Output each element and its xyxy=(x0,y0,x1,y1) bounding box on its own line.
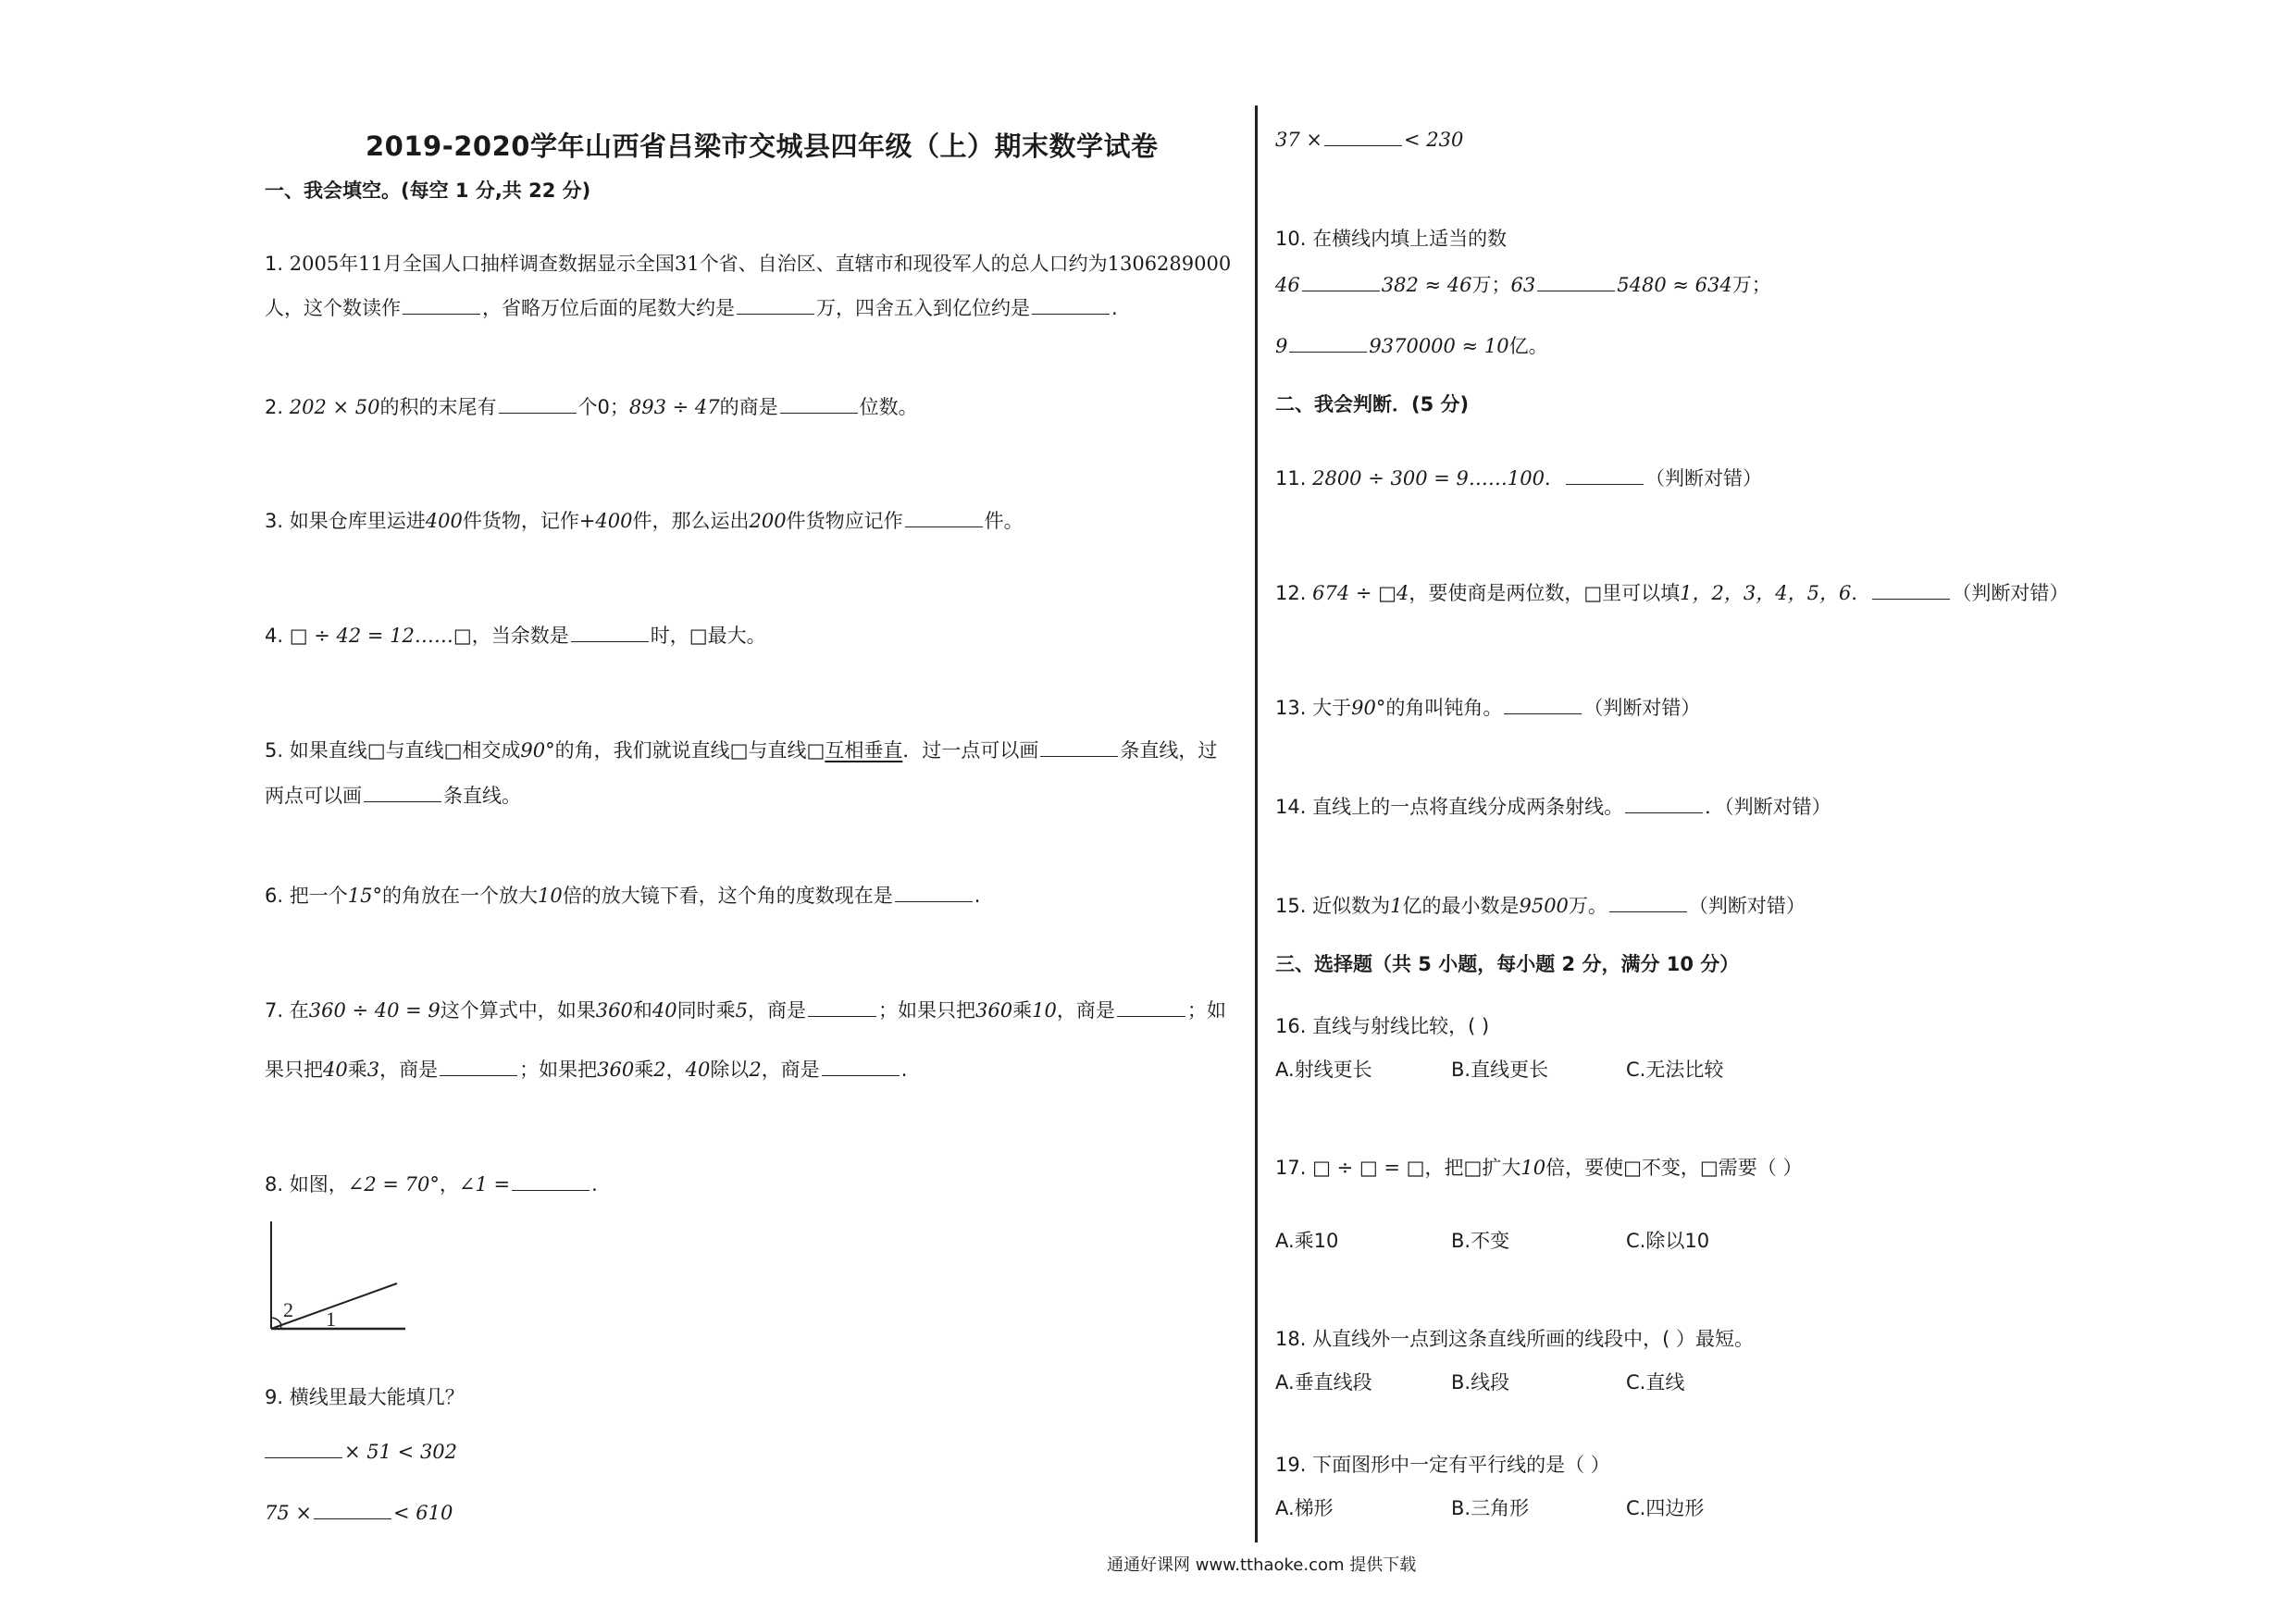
question-text: 下面图形中一定有平行线的是（ ） xyxy=(1312,1454,1610,1476)
question-text: ；如果把 xyxy=(519,1059,598,1081)
math-value: 40 xyxy=(685,1059,711,1081)
question-text: 件货物应记作 xyxy=(786,510,903,532)
math-expression: 893 ÷ 47 xyxy=(628,396,720,418)
answer-blank[interactable] xyxy=(571,623,649,642)
option-b[interactable]: B.不变 xyxy=(1451,1230,1510,1252)
question-text: ，当余数是 xyxy=(471,625,569,647)
option-b[interactable]: B.三角形 xyxy=(1451,1497,1530,1519)
answer-blank[interactable] xyxy=(1324,127,1402,146)
answer-blank[interactable] xyxy=(403,295,480,315)
math-value: 1 xyxy=(1390,895,1403,917)
math-value: 63 xyxy=(1510,274,1536,296)
math-value: 5 xyxy=(735,999,748,1022)
question-text: 件货物，记作 xyxy=(462,510,579,532)
question-text: 大于 xyxy=(1312,697,1352,719)
answer-blank[interactable] xyxy=(512,1171,590,1191)
answer-blank[interactable] xyxy=(808,997,876,1017)
question-text: 两点可以画 xyxy=(265,785,362,807)
question-number: 15. xyxy=(1275,895,1307,917)
answer-blank[interactable] xyxy=(1302,272,1380,291)
question-4 xyxy=(265,622,766,650)
question-text: 时，□最大。 xyxy=(650,625,766,647)
math-value: 2 xyxy=(749,1059,762,1081)
question-9-line-2 xyxy=(265,1499,453,1527)
question-number: 4. xyxy=(265,625,284,647)
math-value: +400 xyxy=(578,510,633,532)
math-expression: 382 ≈ 46 xyxy=(1381,274,1472,296)
question-text: 如图， xyxy=(289,1173,348,1196)
question-8 xyxy=(265,1171,598,1198)
question-text: ，把□扩大 xyxy=(1424,1157,1521,1179)
answer-blank[interactable] xyxy=(499,394,577,414)
question-10 xyxy=(1275,225,1507,253)
question-10-line-1 xyxy=(1275,271,1771,299)
question-text: 的商是 xyxy=(719,396,778,418)
math-expression: 2800 ÷ 300 = 9……100 xyxy=(1312,467,1545,489)
math-value: 360 xyxy=(595,999,633,1022)
option-c[interactable]: C.直线 xyxy=(1626,1371,1685,1394)
math-expression: 202 × 50 xyxy=(289,396,380,418)
angle-figure xyxy=(265,1217,413,1337)
section-2-heading: 二、我会判断．(5 分) xyxy=(1275,393,1470,415)
question-1-line-1 xyxy=(265,250,1231,278)
question-1-line-2 xyxy=(265,294,1118,322)
question-3 xyxy=(265,507,1024,535)
question-text: 件，那么运出 xyxy=(632,510,750,532)
question-text: ；如 xyxy=(1186,999,1226,1022)
question-text: 位数。 xyxy=(859,396,918,418)
answer-blank[interactable] xyxy=(822,1057,900,1076)
question-text: ，商是 xyxy=(379,1059,439,1081)
math-value: 40 xyxy=(652,999,677,1022)
question-19 xyxy=(1275,1451,1610,1479)
question-text: 的积的末尾有 xyxy=(379,396,497,418)
question-7-line-1 xyxy=(265,997,1226,1024)
question-14 xyxy=(1275,793,1831,821)
question-text: . xyxy=(974,885,981,907)
answer-blank[interactable] xyxy=(1032,295,1110,315)
question-text: ；如果只把 xyxy=(878,999,975,1022)
math-expression: 75 × xyxy=(265,1502,312,1524)
question-text: . xyxy=(900,1059,908,1081)
option-c[interactable]: C.除以10 xyxy=(1626,1230,1710,1252)
math-value: 10 xyxy=(537,885,563,907)
question-11 xyxy=(1275,465,1762,492)
math-expression: □ ÷ 42 = 12……□ xyxy=(289,625,472,647)
question-text: 件。 xyxy=(984,510,1024,532)
question-text: ． xyxy=(1851,582,1871,604)
option-b[interactable]: B.直线更长 xyxy=(1451,1059,1549,1081)
question-number: 6. xyxy=(265,885,284,907)
question-text: 直线上的一点将直线分成两条射线。 xyxy=(1312,796,1624,818)
answer-blank[interactable] xyxy=(1504,695,1582,714)
question-2 xyxy=(265,393,918,421)
math-value: 10 xyxy=(1520,1157,1546,1179)
question-text: 同时乘 xyxy=(676,999,736,1022)
math-value: 400 xyxy=(425,510,463,532)
question-text: 果只把 xyxy=(265,1059,323,1081)
question-text: 个0； xyxy=(577,396,629,418)
column-divider xyxy=(1255,105,1258,1542)
question-5-line-1 xyxy=(265,737,1217,764)
answer-blank[interactable] xyxy=(1566,465,1644,485)
answer-blank[interactable] xyxy=(364,783,441,802)
question-text: 万，四舍五入到亿位约是 xyxy=(816,297,1030,319)
question-text: ，省略万位后面的尾数大约是 xyxy=(482,297,735,319)
math-value: 46 xyxy=(1275,274,1300,296)
option-c[interactable]: C.四边形 xyxy=(1626,1497,1705,1519)
question-text: 倍，要使□不变，□需要（ ） xyxy=(1545,1157,1803,1179)
question-text: 在 xyxy=(289,999,309,1022)
option-a[interactable]: A.垂直线段 xyxy=(1275,1371,1372,1394)
question-number: 10. xyxy=(1275,228,1307,250)
question-number: 3. xyxy=(265,510,284,532)
answer-blank[interactable] xyxy=(440,1057,517,1076)
question-text: 条直线。 xyxy=(443,785,521,807)
question-5-line-2 xyxy=(265,782,521,810)
math-expression: ∠2 = 70° xyxy=(347,1173,440,1196)
answer-blank[interactable] xyxy=(1537,272,1615,291)
question-text: 倍的放大镜下看，这个角的度数现在是 xyxy=(562,885,893,907)
answer-blank[interactable] xyxy=(314,1500,391,1519)
math-value: 360 xyxy=(975,999,1013,1022)
question-text: ，商是 xyxy=(1056,999,1115,1022)
math-expression: 9370000 ≈ 10 xyxy=(1369,335,1509,357)
question-text: . xyxy=(1111,297,1118,319)
question-15 xyxy=(1275,892,1806,920)
judge-hint: （判断对错） xyxy=(1644,467,1762,489)
question-text: 和 xyxy=(632,999,652,1022)
question-text: 在横线内填上适当的数 xyxy=(1312,228,1508,250)
exam-title: 2019-2020学年山西省吕梁市交城县四年级（上）期末数学试卷 xyxy=(366,130,1159,162)
question-text: ，要使商是两位数，□里可以填 xyxy=(1409,582,1681,604)
question-text: 从直线外一点到这条直线所画的线段中，( ）最短。 xyxy=(1312,1328,1754,1350)
question-text: 如果直线□与直线□相交成 xyxy=(289,739,521,762)
question-17 xyxy=(1275,1154,1802,1182)
question-text: ． xyxy=(1544,467,1564,489)
math-value: 40 xyxy=(323,1059,348,1081)
question-text: 乘 xyxy=(634,1059,654,1081)
question-text: 的角放在一个放大 xyxy=(381,885,538,907)
question-number: 7. xyxy=(265,999,284,1022)
question-number: 13. xyxy=(1275,697,1307,719)
math-value: 2 xyxy=(653,1059,666,1081)
option-a[interactable]: A.梯形 xyxy=(1275,1497,1334,1519)
answer-blank[interactable] xyxy=(905,508,983,527)
answer-blank[interactable] xyxy=(1872,580,1950,600)
math-value: 90° xyxy=(520,739,555,762)
question-text: . xyxy=(591,1173,598,1196)
question-number: 12. xyxy=(1275,582,1307,604)
question-number: 14. xyxy=(1275,796,1307,818)
math-expression: 37 × xyxy=(1275,129,1322,151)
question-18 xyxy=(1275,1325,1754,1353)
math-value: 3 xyxy=(366,1059,380,1081)
math-expression: × 51 < 302 xyxy=(344,1441,458,1463)
question-text: 亿。 xyxy=(1508,335,1548,357)
question-text: ，商是 xyxy=(748,999,806,1022)
question-7-line-2 xyxy=(265,1056,907,1084)
question-number: 8. xyxy=(265,1173,284,1196)
angle-label-2: 2 xyxy=(283,1298,293,1321)
question-text: 乘 xyxy=(1012,999,1033,1022)
judge-hint: （判断对错） xyxy=(1688,895,1806,917)
question-text: ， xyxy=(665,1059,686,1081)
question-number: 1. xyxy=(265,253,284,275)
judge-hint: （判断对错） xyxy=(1952,582,2069,604)
math-expression: □ ÷ □ = □ xyxy=(1312,1157,1425,1179)
math-value: 200 xyxy=(749,510,787,532)
math-value: 9 xyxy=(1275,335,1288,357)
math-value: 360 xyxy=(597,1059,635,1081)
question-text: 的角，我们就说直线□与直线□ xyxy=(554,739,825,762)
math-value: 90° xyxy=(1351,697,1386,719)
question-text: ， xyxy=(439,1173,459,1196)
question-text: ．过一点可以画 xyxy=(902,739,1039,762)
judge-hint: （判断对错） xyxy=(1583,697,1701,719)
question-text: 万。 xyxy=(1568,895,1607,917)
question-text: 2005年11月全国人口抽样调查数据显示全国31个省、自治区、直辖市和现役军人的总人口约为1306289000 xyxy=(289,253,1232,275)
answer-blank[interactable] xyxy=(1040,737,1118,757)
footer-credit: 通通好课网 www.tthaoke.com 提供下载 xyxy=(1107,1555,1417,1575)
question-text: ，商是 xyxy=(761,1059,820,1081)
question-number: 17. xyxy=(1275,1157,1307,1179)
question-text: 的角叫钝角。 xyxy=(1385,697,1503,719)
question-number: 2. xyxy=(265,396,284,418)
answer-blank[interactable] xyxy=(1625,794,1703,813)
section-3-heading: 三、选择题（共 5 小题，每小题 2 分，满分 10 分） xyxy=(1275,953,1740,975)
judge-hint: ．（判断对错） xyxy=(1705,796,1831,818)
question-10-line-2 xyxy=(1275,332,1548,360)
math-value: 1，2，3，4，5，6 xyxy=(1680,582,1852,604)
option-a[interactable]: A.乘10 xyxy=(1275,1230,1339,1252)
option-c[interactable]: C.无法比较 xyxy=(1626,1059,1724,1081)
angle-label-1: 1 xyxy=(326,1307,336,1331)
question-number: 18. xyxy=(1275,1328,1307,1350)
question-text: 万； xyxy=(1731,274,1771,296)
answer-blank[interactable] xyxy=(737,295,814,315)
math-value: 10 xyxy=(1032,999,1057,1022)
question-number: 9. xyxy=(265,1386,284,1408)
question-9 xyxy=(265,1383,465,1411)
question-number: 5. xyxy=(265,739,284,762)
section-1-heading: 一、我会填空。(每空 1 分,共 22 分) xyxy=(265,180,591,202)
question-text: 如果仓库里运进 xyxy=(289,510,426,532)
math-value: 9500 xyxy=(1519,895,1569,917)
question-text: 人，这个数读作 xyxy=(265,297,401,319)
question-text: 近似数为 xyxy=(1312,895,1391,917)
question-text: 这个算式中，如果 xyxy=(440,999,596,1022)
question-text: 除以 xyxy=(710,1059,750,1081)
answer-blank[interactable] xyxy=(265,1439,342,1458)
question-text: 把一个 xyxy=(289,885,348,907)
question-9-line-3 xyxy=(1275,126,1463,154)
question-text: 乘 xyxy=(347,1059,367,1081)
answer-blank[interactable] xyxy=(1289,333,1367,353)
math-expression: < 610 xyxy=(393,1502,453,1524)
math-expression: ∠1 = xyxy=(458,1173,511,1196)
answer-blank[interactable] xyxy=(895,883,973,902)
underlined-term: 互相垂直 xyxy=(825,739,903,762)
question-number: 19. xyxy=(1275,1454,1307,1476)
math-expression: 674 ÷ □4 xyxy=(1312,582,1409,604)
question-number: 16. xyxy=(1275,1015,1307,1037)
question-16 xyxy=(1275,1012,1489,1040)
question-text: 横线里最大能填几？ xyxy=(289,1386,465,1408)
question-13 xyxy=(1275,694,1700,722)
option-a[interactable]: A.射线更长 xyxy=(1275,1059,1372,1081)
question-text: 亿的最小数是 xyxy=(1402,895,1520,917)
option-b[interactable]: B.线段 xyxy=(1451,1371,1510,1394)
question-6 xyxy=(265,882,980,910)
answer-blank[interactable] xyxy=(1117,997,1185,1017)
question-9-line-1 xyxy=(265,1438,457,1466)
math-expression: 5480 ≈ 634 xyxy=(1617,274,1732,296)
question-text: 直线与射线比较，( ) xyxy=(1312,1015,1490,1037)
question-number: 11. xyxy=(1275,467,1307,489)
answer-blank[interactable] xyxy=(1609,893,1687,912)
math-expression: < 230 xyxy=(1404,129,1464,151)
question-text: 条直线，过 xyxy=(1120,739,1218,762)
math-value: 15° xyxy=(347,885,382,907)
answer-blank[interactable] xyxy=(780,394,858,414)
math-expression: 360 ÷ 40 = 9 xyxy=(308,999,441,1022)
question-text: 万； xyxy=(1471,274,1511,296)
question-12 xyxy=(1275,579,2068,607)
